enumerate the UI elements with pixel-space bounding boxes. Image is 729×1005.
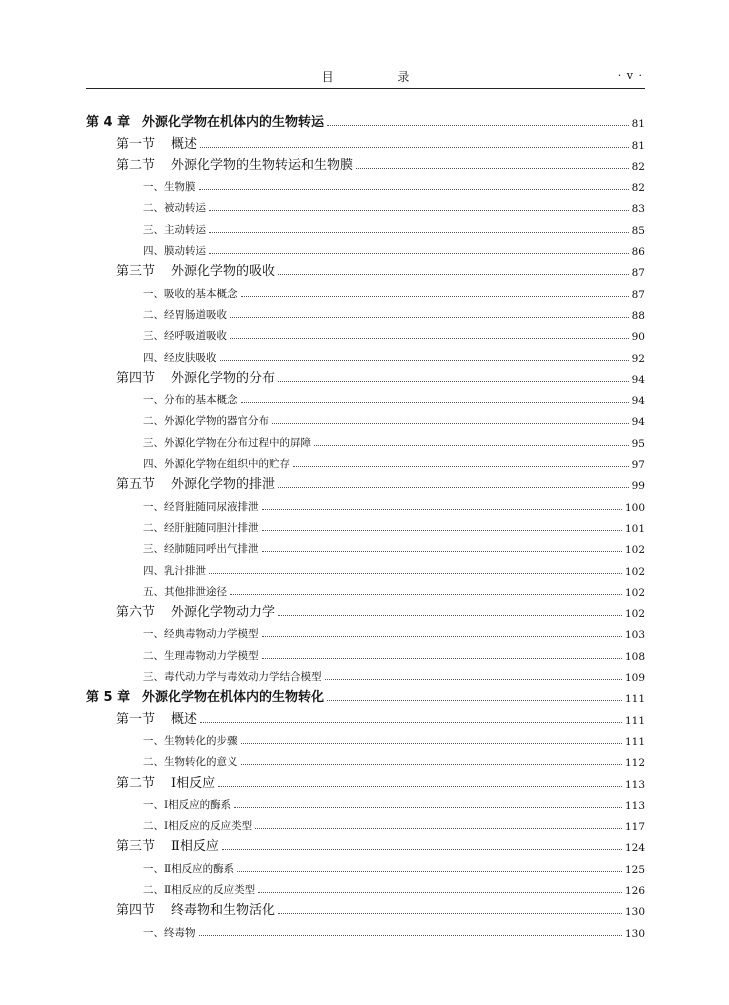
toc-entry-label [143, 499, 259, 514]
toc-entry-title: 一、生物转化的步骤 [143, 734, 238, 747]
dot-leader [262, 551, 622, 552]
dot-leader [262, 530, 622, 531]
toc-entry-label [143, 584, 227, 599]
toc-entry-label [143, 882, 255, 897]
toc-entry-title: 四、外源化学物在组织中的贮存 [143, 458, 290, 471]
toc-page-number: 100 [624, 501, 645, 514]
toc-page-number: 92 [631, 352, 645, 365]
toc-entry-title: 三、经呼吸道吸收 [143, 330, 227, 343]
dot-leader [209, 573, 622, 574]
toc-page-number: 103 [624, 629, 645, 642]
section-number: 第一节 [116, 711, 156, 727]
toc-item-entry[interactable] [86, 918, 645, 939]
toc-page-number: 94 [631, 373, 645, 386]
toc-section-entry[interactable] [86, 599, 645, 620]
toc-entry-title: Ⅰ相反应 [171, 775, 216, 791]
toc-entry-label [143, 200, 206, 215]
toc-item-entry[interactable] [86, 343, 645, 364]
toc-entry-label [143, 669, 322, 684]
dot-leader [199, 935, 622, 936]
dot-leader [278, 274, 629, 275]
toc-page-number: 125 [624, 863, 645, 876]
dot-leader [278, 487, 629, 488]
toc-entry-label [143, 222, 206, 237]
dot-leader [200, 147, 629, 148]
toc-entry-title: 一、分布的基本概念 [143, 394, 238, 407]
toc-item-entry[interactable] [86, 386, 645, 407]
toc-item-entry[interactable] [86, 322, 645, 343]
toc-item-entry[interactable] [86, 556, 645, 577]
toc-item-entry[interactable] [86, 514, 645, 535]
toc-item-entry[interactable] [86, 215, 645, 236]
toc-page-number: 111 [624, 735, 645, 748]
toc-page-number: 108 [624, 650, 645, 663]
toc-entry-title: 一、终毒物 [143, 926, 196, 939]
dot-leader [258, 892, 622, 893]
toc-entry-label [116, 835, 219, 854]
chapter-number: 第 5 章 [86, 690, 131, 706]
dot-leader [200, 722, 622, 723]
dot-leader [278, 913, 622, 914]
toc-entry-label [116, 473, 275, 492]
toc-entry-title: 一、Ⅱ相反应的酶系 [143, 862, 235, 875]
dot-leader [327, 125, 629, 126]
toc-page-number: 95 [631, 437, 645, 450]
toc-entry-label [143, 861, 234, 876]
toc-section-entry[interactable] [86, 705, 645, 726]
toc-entry-title: 外源化学物在机体内的生物转运 [142, 115, 325, 131]
toc-page-number: 81 [631, 139, 645, 152]
toc-entry-title: 概述 [171, 136, 198, 152]
toc-page-number: 111 [624, 714, 645, 727]
toc-entry-title: 二、外源化学物的器官分布 [143, 415, 269, 428]
toc-entry-label [116, 133, 197, 152]
toc-entry-label [116, 601, 275, 620]
toc-entry-title: 二、被动转运 [143, 202, 206, 215]
toc-page-number: 102 [624, 586, 645, 599]
toc-entry-label [143, 307, 227, 322]
toc-item-entry[interactable] [86, 791, 645, 812]
dot-leader [278, 381, 629, 382]
toc-section-entry[interactable] [86, 471, 645, 492]
toc-page-number: 85 [631, 224, 645, 237]
toc-item-entry[interactable] [86, 578, 645, 599]
toc-item-entry[interactable] [86, 237, 645, 258]
toc-entry-title: 外源化学物的排泄 [171, 477, 276, 493]
section-number: 第三节 [116, 264, 156, 280]
toc-entry-title: 一、吸收的基本概念 [143, 287, 238, 300]
toc-entry-title: 五、其他排泄途径 [143, 585, 227, 598]
toc-entry-title: 外源化学物在机体内的生物转化 [142, 690, 325, 706]
toc-section-entry[interactable] [86, 130, 645, 151]
toc-entry-title: 四、膜动转运 [143, 245, 206, 258]
toc-page-number: 99 [631, 480, 645, 493]
toc-entry-title: 终毒物和生物活化 [171, 903, 276, 919]
toc-entry-label [86, 686, 324, 705]
dot-leader [230, 594, 622, 595]
toc-page-number: 87 [631, 267, 645, 280]
toc-entry-title: 二、Ⅰ相反应的反应类型 [143, 820, 253, 833]
dot-leader [262, 636, 622, 637]
toc-entry-label [143, 350, 217, 365]
section-number: 第六节 [116, 605, 156, 621]
toc-page-number: 94 [631, 395, 645, 408]
toc-page-number: 130 [624, 927, 645, 940]
toc-section-entry[interactable] [86, 897, 645, 918]
toc-entry-label [116, 154, 353, 173]
dot-leader [262, 658, 622, 659]
toc-page-number: 102 [624, 608, 645, 621]
toc-page-number: 102 [624, 544, 645, 557]
header-title: 目 录 [321, 70, 440, 84]
header-rule [86, 88, 645, 89]
toc-entry-label [143, 413, 269, 428]
dot-leader [218, 786, 622, 787]
dot-leader [234, 807, 622, 808]
toc-entry-label [143, 541, 259, 556]
toc-page-number: 101 [624, 522, 645, 535]
toc-entry-title: 概述 [171, 711, 198, 727]
dot-leader [325, 679, 622, 680]
toc-entry-title: 外源化学物动力学 [171, 605, 276, 621]
dot-leader [241, 296, 629, 297]
toc-entry-title: 一、Ⅰ相反应的酶系 [143, 798, 232, 811]
toc-entry-title: 二、经肝脏随同胆汁排泄 [143, 521, 259, 534]
dot-leader [278, 615, 622, 616]
toc-page-number: 94 [631, 416, 645, 429]
toc-entry-title: 一、经肾脏随同尿液排泄 [143, 500, 259, 513]
dot-leader [255, 828, 622, 829]
toc-entry-label [143, 456, 290, 471]
toc-entry-label [116, 260, 275, 279]
toc-entry-title: Ⅱ相反应 [171, 839, 219, 855]
header-page-number: · v · [617, 69, 643, 82]
dot-leader [237, 871, 622, 872]
toc-item-entry[interactable] [86, 173, 645, 194]
table-of-contents [86, 109, 645, 940]
dot-leader [230, 338, 629, 339]
toc-entry-title: 三、经肺随同呼出气排泄 [143, 543, 259, 556]
toc-entry-title: 四、经皮肤吸收 [143, 351, 217, 364]
toc-item-entry[interactable] [86, 748, 645, 769]
toc-page-number: 82 [631, 182, 645, 195]
toc-entry-label [86, 111, 324, 130]
toc-item-entry[interactable] [86, 727, 645, 748]
toc-entry-label [143, 392, 238, 407]
section-number: 第一节 [116, 136, 156, 152]
toc-page-number: 111 [624, 693, 645, 706]
toc-item-entry[interactable] [86, 876, 645, 897]
toc-entry-title: 二、生理毒物动力学模型 [143, 649, 259, 662]
toc-entry-title: 四、乳汁排泄 [143, 564, 206, 577]
toc-entry-title: 二、经胃肠道吸收 [143, 308, 227, 321]
toc-entry-title: 三、主动转运 [143, 223, 206, 236]
section-number: 第二节 [116, 157, 156, 173]
toc-item-entry[interactable] [86, 620, 645, 641]
toc-item-entry[interactable] [86, 663, 645, 684]
toc-chapter-entry[interactable] [86, 109, 645, 130]
toc-entry-label [143, 797, 231, 812]
toc-section-entry[interactable] [86, 258, 645, 279]
toc-page-number: 83 [631, 203, 645, 216]
toc-page-number: 102 [624, 565, 645, 578]
toc-entry-title: 三、外源化学物在分布过程中的屏障 [143, 436, 311, 449]
toc-page-number: 113 [624, 778, 645, 791]
dot-leader [293, 466, 629, 467]
section-number: 第二节 [116, 775, 156, 791]
dot-leader [220, 360, 629, 361]
toc-item-entry[interactable] [86, 492, 645, 513]
toc-entry-label [143, 754, 238, 769]
toc-page-number: 112 [624, 757, 645, 770]
toc-page-number: 97 [631, 459, 645, 472]
toc-entry-label [143, 435, 311, 450]
toc-section-entry[interactable] [86, 769, 645, 790]
toc-page-number: 86 [631, 246, 645, 259]
toc-item-entry[interactable] [86, 641, 645, 662]
dot-leader [356, 168, 629, 169]
toc-item-entry[interactable] [86, 301, 645, 322]
toc-entry-title: 外源化学物的吸收 [171, 264, 276, 280]
toc-entry-label [116, 772, 215, 791]
toc-page-number: 117 [624, 821, 645, 834]
toc-section-entry[interactable] [86, 365, 645, 386]
section-number: 第四节 [116, 370, 156, 386]
toc-entry-label [143, 179, 196, 194]
toc-page-number: 109 [624, 672, 645, 685]
toc-entry-title: 一、生物膜 [143, 181, 196, 194]
toc-entry-label [143, 818, 252, 833]
section-number: 第三节 [116, 839, 156, 855]
toc-entry-title: 二、Ⅱ相反应的反应类型 [143, 883, 256, 896]
dot-leader [209, 210, 629, 211]
toc-page-number: 90 [631, 331, 645, 344]
dot-leader [209, 232, 629, 233]
dot-leader [327, 700, 622, 701]
toc-entry-label [143, 563, 206, 578]
toc-page-number: 126 [624, 884, 645, 897]
toc-entry-title: 二、生物转化的意义 [143, 756, 238, 769]
dot-leader [241, 764, 622, 765]
toc-item-entry[interactable] [86, 279, 645, 300]
toc-entry-label [143, 648, 259, 663]
toc-item-entry[interactable] [86, 812, 645, 833]
toc-chapter-entry[interactable] [86, 684, 645, 705]
toc-entry-label [143, 520, 259, 535]
dot-leader [262, 509, 622, 510]
toc-item-entry[interactable] [86, 194, 645, 215]
toc-entry-label [143, 733, 238, 748]
toc-page-number: 113 [624, 799, 645, 812]
dot-leader [199, 189, 629, 190]
toc-section-entry[interactable] [86, 152, 645, 173]
toc-entry-label [116, 708, 197, 727]
toc-entry-label [116, 367, 275, 386]
toc-item-entry[interactable] [86, 407, 645, 428]
page-header [86, 66, 645, 88]
toc-entry-title: 一、经典毒物动力学模型 [143, 628, 259, 641]
toc-section-entry[interactable] [86, 833, 645, 854]
toc-entry-label [143, 243, 206, 258]
toc-page-number: 130 [624, 906, 645, 919]
chapter-number: 第 4 章 [86, 115, 131, 131]
dot-leader [272, 423, 629, 424]
dot-leader [222, 849, 622, 850]
toc-item-entry[interactable] [86, 428, 645, 449]
section-number: 第五节 [116, 477, 156, 493]
toc-entry-label [116, 899, 275, 918]
dot-leader [241, 402, 629, 403]
toc-entry-title: 外源化学物的生物转运和生物膜 [171, 157, 354, 173]
dot-leader [209, 253, 629, 254]
toc-entry-label [143, 328, 227, 343]
toc-item-entry[interactable] [86, 535, 645, 556]
dot-leader [314, 445, 629, 446]
dot-leader [230, 317, 629, 318]
dot-leader [241, 743, 622, 744]
toc-entry-label [143, 286, 238, 301]
toc-entry-label [143, 626, 259, 641]
section-number: 第四节 [116, 903, 156, 919]
toc-entry-title: 三、毒代动力学与毒效动力学结合模型 [143, 671, 322, 684]
toc-item-entry[interactable] [86, 450, 645, 471]
toc-page-number: 87 [631, 288, 645, 301]
toc-page-number: 81 [631, 118, 645, 131]
toc-entry-label [143, 925, 196, 940]
toc-page-number: 82 [631, 160, 645, 173]
toc-page-number: 124 [624, 842, 645, 855]
toc-entry-title: 外源化学物的分布 [171, 370, 276, 386]
toc-item-entry[interactable] [86, 854, 645, 875]
toc-page-number: 88 [631, 309, 645, 322]
